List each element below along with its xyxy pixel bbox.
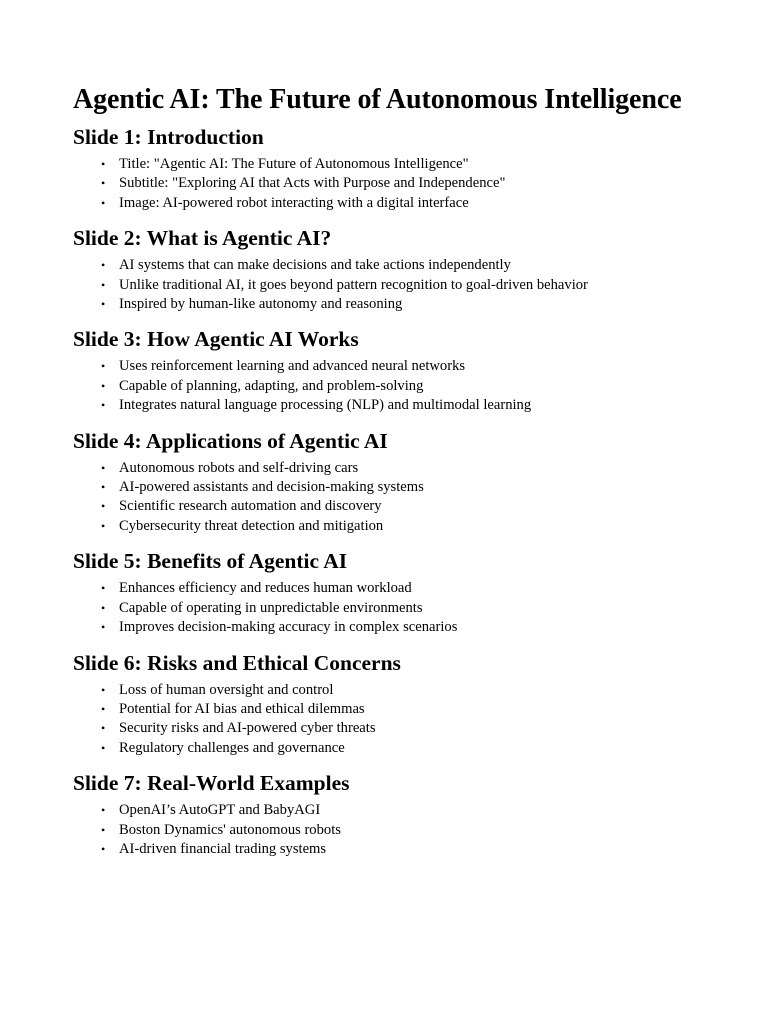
list-item-text: Improves decision-making accuracy in complex scenarios: [119, 619, 458, 636]
bullet-dot-icon: •: [101, 499, 106, 514]
bullet-dot-icon: •: [101, 195, 106, 210]
section-heading: Slide 4: Applications of Agentic AI: [73, 428, 388, 453]
bullet-dot-icon: •: [101, 740, 106, 755]
list-item-text: Title: "Agentic AI: The Future of Autonomous Intelligence": [119, 156, 469, 172]
bullet-dot-icon: •: [101, 701, 106, 716]
list-item: [101, 155, 708, 174]
list-item: [101, 295, 708, 314]
list-item-text: Potential for AI bias and ethical dilemmas: [119, 700, 365, 717]
bullet-dot-icon: •: [101, 518, 106, 533]
list-item: [101, 276, 708, 295]
list-item: [101, 497, 708, 516]
bullet-dot-icon: •: [101, 803, 106, 818]
list-item: [101, 459, 708, 478]
bullet-list: [73, 155, 708, 213]
bullet-dot-icon: •: [101, 157, 106, 171]
bullet-dot-icon: •: [101, 682, 106, 697]
list-item: [101, 681, 708, 700]
bullet-list: [73, 579, 708, 637]
bullet-dot-icon: •: [101, 620, 106, 635]
list-item: [101, 396, 708, 415]
list-item-text: Cybersecurity threat detection and mitigation: [119, 517, 384, 534]
list-item-text: Security risks and AI-powered cyber threats: [119, 720, 376, 737]
bullet-dot-icon: •: [101, 480, 106, 495]
list-item: [101, 579, 708, 598]
bullet-dot-icon: •: [101, 822, 106, 837]
list-item-text: AI-driven financial trading systems: [119, 840, 327, 857]
list-item-text: AI systems that can make decisions and take actions independently: [119, 257, 511, 274]
section-heading: Slide 1: Introduction: [73, 125, 264, 149]
section-heading: Slide 7: Real-World Examples: [73, 771, 350, 796]
list-item-text: OpenAI’s AutoGPT and BabyAGI: [119, 802, 321, 819]
list-item-text: Autonomous robots and self-driving cars: [119, 459, 359, 476]
bullet-list: [73, 357, 708, 415]
list-item-text: Loss of human oversight and control: [119, 681, 334, 698]
list-item-text: Image: AI-powered robot interacting with a digital interface: [119, 194, 469, 211]
list-item: [101, 194, 708, 213]
slide-section: [73, 125, 708, 213]
bullet-dot-icon: •: [101, 277, 106, 292]
list-item-text: Scientific research automation and discovery: [119, 498, 382, 515]
list-item-text: Integrates natural language processing (NLP) and multimodal learning: [119, 397, 532, 414]
section-heading: Slide 6: Risks and Ethical Concerns: [73, 650, 401, 675]
list-item: [101, 618, 708, 637]
bullet-list: [73, 256, 708, 314]
bullet-dot-icon: •: [101, 460, 106, 475]
list-item-text: Unlike traditional AI, it goes beyond pattern recognition to goal-driven behavior: [119, 276, 588, 293]
list-item-text: Regulatory challenges and governance: [119, 739, 345, 756]
list-item: [101, 517, 708, 536]
bullet-dot-icon: •: [101, 176, 106, 191]
bullet-dot-icon: •: [101, 841, 106, 856]
slide-section: [73, 429, 708, 537]
list-item: [101, 821, 708, 840]
list-item-text: AI-powered assistants and decision-making systems: [119, 479, 424, 496]
list-item: [101, 357, 708, 376]
list-item-text: Capable of planning, adapting, and problem-solving: [119, 377, 424, 394]
list-item: [101, 174, 708, 193]
bullet-dot-icon: •: [101, 398, 106, 413]
list-item-text: Boston Dynamics' autonomous robots: [119, 821, 341, 838]
list-item: [101, 840, 708, 859]
list-item-text: Enhances efficiency and reduces human workload: [119, 580, 412, 597]
slide-section: [73, 327, 708, 415]
list-item-text: Inspired by human-like autonomy and reasoning: [119, 296, 403, 313]
list-item-text: Capable of operating in unpredictable environments: [119, 599, 423, 616]
list-item-text: Subtitle: "Exploring AI that Acts with Purpose and Independence": [119, 175, 506, 192]
list-item: [101, 377, 708, 396]
list-item: [101, 256, 708, 275]
bullet-dot-icon: •: [101, 581, 106, 596]
bullet-dot-icon: •: [101, 258, 106, 273]
document-title: Agentic AI: The Future of Autonomous Intelligence: [73, 84, 682, 115]
section-heading: Slide 2: What is Agentic AI?: [73, 226, 332, 251]
bullet-list: [73, 459, 708, 537]
bullet-dot-icon: •: [101, 600, 106, 615]
list-item-text: Uses reinforcement learning and advanced neural networks: [119, 358, 466, 375]
bullet-dot-icon: •: [101, 297, 106, 312]
sections-container: [73, 125, 708, 859]
list-item: [101, 739, 708, 758]
list-item: [101, 700, 708, 719]
section-heading: Slide 3: How Agentic AI Works: [73, 327, 359, 352]
list-item: [101, 478, 708, 497]
slide-section: [73, 771, 708, 859]
section-heading: Slide 5: Benefits of Agentic AI: [73, 549, 348, 574]
list-item: [101, 719, 708, 738]
slide-section: [73, 226, 708, 314]
slide-section: [73, 651, 708, 759]
bullet-dot-icon: •: [101, 359, 106, 374]
list-item: [101, 801, 708, 820]
bullet-dot-icon: •: [101, 721, 106, 736]
bullet-list: [73, 801, 708, 859]
bullet-list: [73, 681, 708, 759]
slide-section: [73, 549, 708, 637]
bullet-dot-icon: •: [101, 378, 106, 393]
list-item: [101, 599, 708, 618]
